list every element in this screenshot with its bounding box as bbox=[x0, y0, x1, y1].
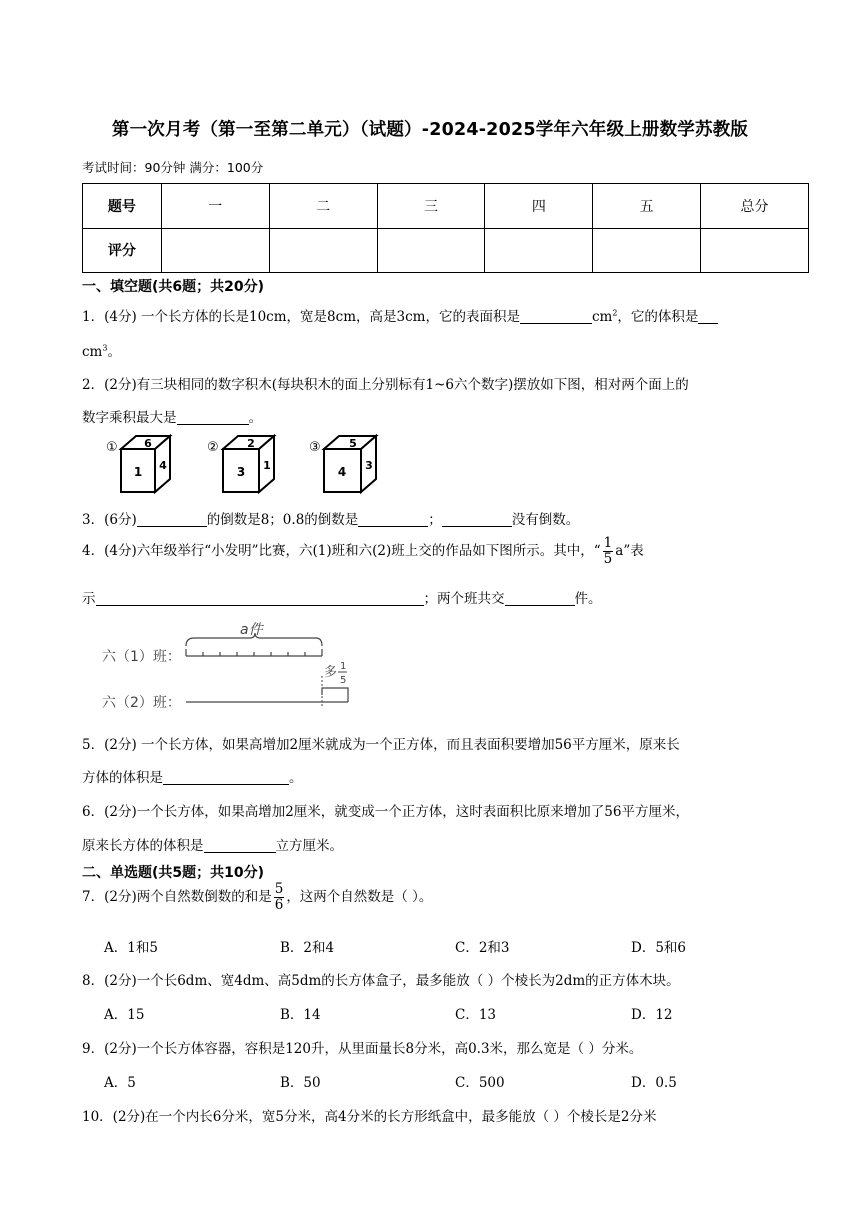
question-text: ；两个班共交 bbox=[423, 591, 505, 607]
question-text: 没有倒数。 bbox=[511, 512, 580, 528]
question-text: 方体的体积是 bbox=[82, 770, 163, 786]
option-d[interactable]: D．5和6 bbox=[631, 940, 687, 956]
cube-side-number: 3 bbox=[365, 459, 373, 472]
question-text: ，这两个自然数是（ ）。 bbox=[286, 889, 433, 905]
unit-exponent: 3 bbox=[102, 343, 108, 353]
answer-blank[interactable] bbox=[505, 591, 575, 606]
score-cell bbox=[377, 228, 485, 273]
score-cell bbox=[269, 228, 377, 273]
score-header-cell: 二 bbox=[269, 184, 377, 229]
answer-blank[interactable] bbox=[698, 309, 718, 324]
question-9: 9．(2分)一个长方体容器，容积是120升，从里面量长8分米，高0.3米，那么宽是（ ）分米。 bbox=[82, 1041, 643, 1057]
question-text: 数字乘积最大是 bbox=[82, 410, 177, 426]
score-header-cell: 四 bbox=[485, 184, 593, 229]
option-b[interactable]: B．50 bbox=[280, 1075, 321, 1091]
score-cell bbox=[485, 228, 593, 273]
score-table-header-row bbox=[83, 184, 809, 229]
question-4-cont bbox=[82, 587, 602, 607]
question-2-cont bbox=[82, 406, 262, 426]
option-c[interactable]: C．500 bbox=[455, 1075, 505, 1091]
question-5-cont bbox=[82, 766, 303, 786]
score-table-score-row bbox=[83, 228, 809, 273]
extra-bracket bbox=[322, 688, 348, 702]
question-text: 4．(4分)六年级举行“小发明”比赛，六(1)班和六(2)班上交的作品如下图所示。其中，“ bbox=[82, 543, 601, 559]
question-6-cont bbox=[82, 834, 343, 854]
extra-fraction-denominator: 5 bbox=[340, 675, 347, 686]
option-c[interactable]: C．2和3 bbox=[455, 940, 510, 956]
score-header-cell: 五 bbox=[593, 184, 701, 229]
section-heading-fill-in: 一、填空题(共6题；共20分) bbox=[82, 279, 265, 295]
cube-top-number: 2 bbox=[247, 437, 255, 450]
option-a[interactable]: A．15 bbox=[104, 1007, 145, 1023]
fraction-numerator: 1 bbox=[603, 535, 613, 551]
question-text: 示 bbox=[82, 591, 96, 607]
option-b[interactable]: B．2和4 bbox=[280, 940, 335, 956]
question-6: 6．(2分)一个长方体，如果高增加2厘米，就变成一个正方体，这时表面积比原来增加了56平方厘米， bbox=[82, 804, 689, 820]
score-table bbox=[82, 183, 809, 273]
answer-blank[interactable] bbox=[177, 410, 249, 425]
cube-label: ② bbox=[207, 440, 219, 455]
extra-label: 多 bbox=[324, 665, 338, 680]
cube-label: ① bbox=[106, 440, 118, 455]
option-c[interactable]: C．13 bbox=[455, 1007, 497, 1023]
answer-blank[interactable] bbox=[358, 512, 428, 527]
cube-front-number: 1 bbox=[133, 465, 143, 479]
fraction bbox=[603, 536, 614, 567]
unit-exponent: 2 bbox=[612, 308, 618, 318]
cube-top-number: 5 bbox=[349, 437, 357, 450]
score-row-label: 评分 bbox=[83, 228, 162, 273]
question-text: 。 bbox=[289, 770, 303, 786]
line-segment-diagram bbox=[100, 616, 370, 714]
score-header-cell: 总分 bbox=[701, 184, 809, 229]
answer-blank[interactable] bbox=[163, 770, 289, 785]
score-cell bbox=[593, 228, 701, 273]
score-header-cell: 三 bbox=[377, 184, 485, 229]
class-1-label: 六（1）班： bbox=[102, 649, 181, 665]
cube-label: ③ bbox=[309, 440, 321, 455]
cube-2 bbox=[207, 436, 274, 492]
question-4 bbox=[82, 536, 644, 567]
score-header-cell: 一 bbox=[161, 184, 269, 229]
fraction-denominator: 6 bbox=[274, 897, 284, 913]
question-3 bbox=[82, 508, 579, 528]
cube-top-number: 6 bbox=[144, 437, 152, 450]
question-7 bbox=[82, 882, 432, 913]
question-1 bbox=[82, 305, 718, 325]
fraction-numerator: 5 bbox=[274, 881, 284, 897]
score-cell bbox=[701, 228, 809, 273]
question-5: 5．(2分) 一个长方体，如果高增加2厘米就成为一个正方体，而且表面积要增加56平方厘米，原来长 bbox=[82, 737, 680, 753]
class-1-ticks bbox=[186, 649, 322, 656]
extra-fraction-numerator: 1 bbox=[340, 661, 347, 672]
fraction-denominator: 5 bbox=[603, 551, 613, 567]
fraction bbox=[274, 882, 285, 913]
cube-front-number: 4 bbox=[337, 465, 347, 479]
answer-blank[interactable] bbox=[137, 512, 207, 527]
question-1-cont bbox=[82, 340, 121, 360]
answer-blank[interactable] bbox=[96, 591, 424, 606]
exam-meta: 考试时间：90分钟 满分：100分 bbox=[82, 160, 264, 175]
option-a[interactable]: A．1和5 bbox=[104, 940, 158, 956]
cube-side-number: 4 bbox=[159, 459, 167, 472]
question-text: 3．(6分) bbox=[82, 512, 137, 528]
question-text: 1．(4分) 一个长方体的长是10cm，宽是8cm，高是3cm，它的表面积是 bbox=[82, 309, 520, 325]
question-text: 的倒数是8；0.8的倒数是 bbox=[206, 512, 359, 528]
answer-blank[interactable] bbox=[520, 309, 592, 324]
question-text: 。 bbox=[107, 344, 121, 360]
option-b[interactable]: B．14 bbox=[280, 1007, 321, 1023]
score-header-cell: 题号 bbox=[83, 184, 162, 229]
question-text: 原来长方体的体积是 bbox=[82, 838, 204, 854]
cube-3 bbox=[309, 436, 376, 492]
cube-front-number: 3 bbox=[236, 465, 246, 479]
option-a[interactable]: A．5 bbox=[104, 1075, 136, 1091]
option-d[interactable]: D．0.5 bbox=[631, 1075, 677, 1091]
question-text: ； bbox=[428, 512, 442, 528]
score-cell bbox=[161, 228, 269, 273]
option-d[interactable]: D．12 bbox=[631, 1007, 673, 1023]
question-text: ，它的体积是 bbox=[617, 309, 699, 325]
cube-1 bbox=[106, 436, 170, 492]
cube-side-number: 1 bbox=[263, 459, 271, 472]
question-2: 2．(2分)有三块相同的数字积木(每块积木的面上分别标有1~6六个数字)摆放如下图，相对两个面上的 bbox=[82, 377, 689, 393]
question-8: 8．(2分)一个长6dm、宽4dm、高5dm的长方体盒子，最多能放（ ）个棱长为2dm的正方体木块。 bbox=[82, 973, 680, 989]
question-text: a”表 bbox=[615, 543, 644, 559]
exam-title: 第一次月考（第一至第二单元）（试题）-2024-2025学年六年级上册数学苏教版 bbox=[111, 120, 749, 140]
unit-text: cm bbox=[591, 309, 613, 325]
unit-text: cm bbox=[82, 344, 103, 360]
question-text: 7．(2分)两个自然数倒数的和是 bbox=[82, 889, 272, 905]
answer-blank[interactable] bbox=[204, 838, 276, 853]
class-2-label: 六（2）班： bbox=[102, 695, 181, 711]
section-heading-single-choice: 二、单选题(共5题；共10分) bbox=[82, 865, 265, 881]
answer-blank[interactable] bbox=[442, 512, 512, 527]
dice-cubes-figure bbox=[96, 432, 396, 498]
question-text: 件。 bbox=[574, 591, 602, 607]
question-10: 10．(2分)在一个内长6分米，宽5分米，高4分米的长方形纸盒中，最多能放（ ）个棱长是2分米 bbox=[82, 1109, 657, 1125]
question-text: 立方厘米。 bbox=[275, 838, 343, 854]
question-text: 。 bbox=[248, 410, 262, 426]
total-brace-label: a件 bbox=[240, 622, 263, 638]
